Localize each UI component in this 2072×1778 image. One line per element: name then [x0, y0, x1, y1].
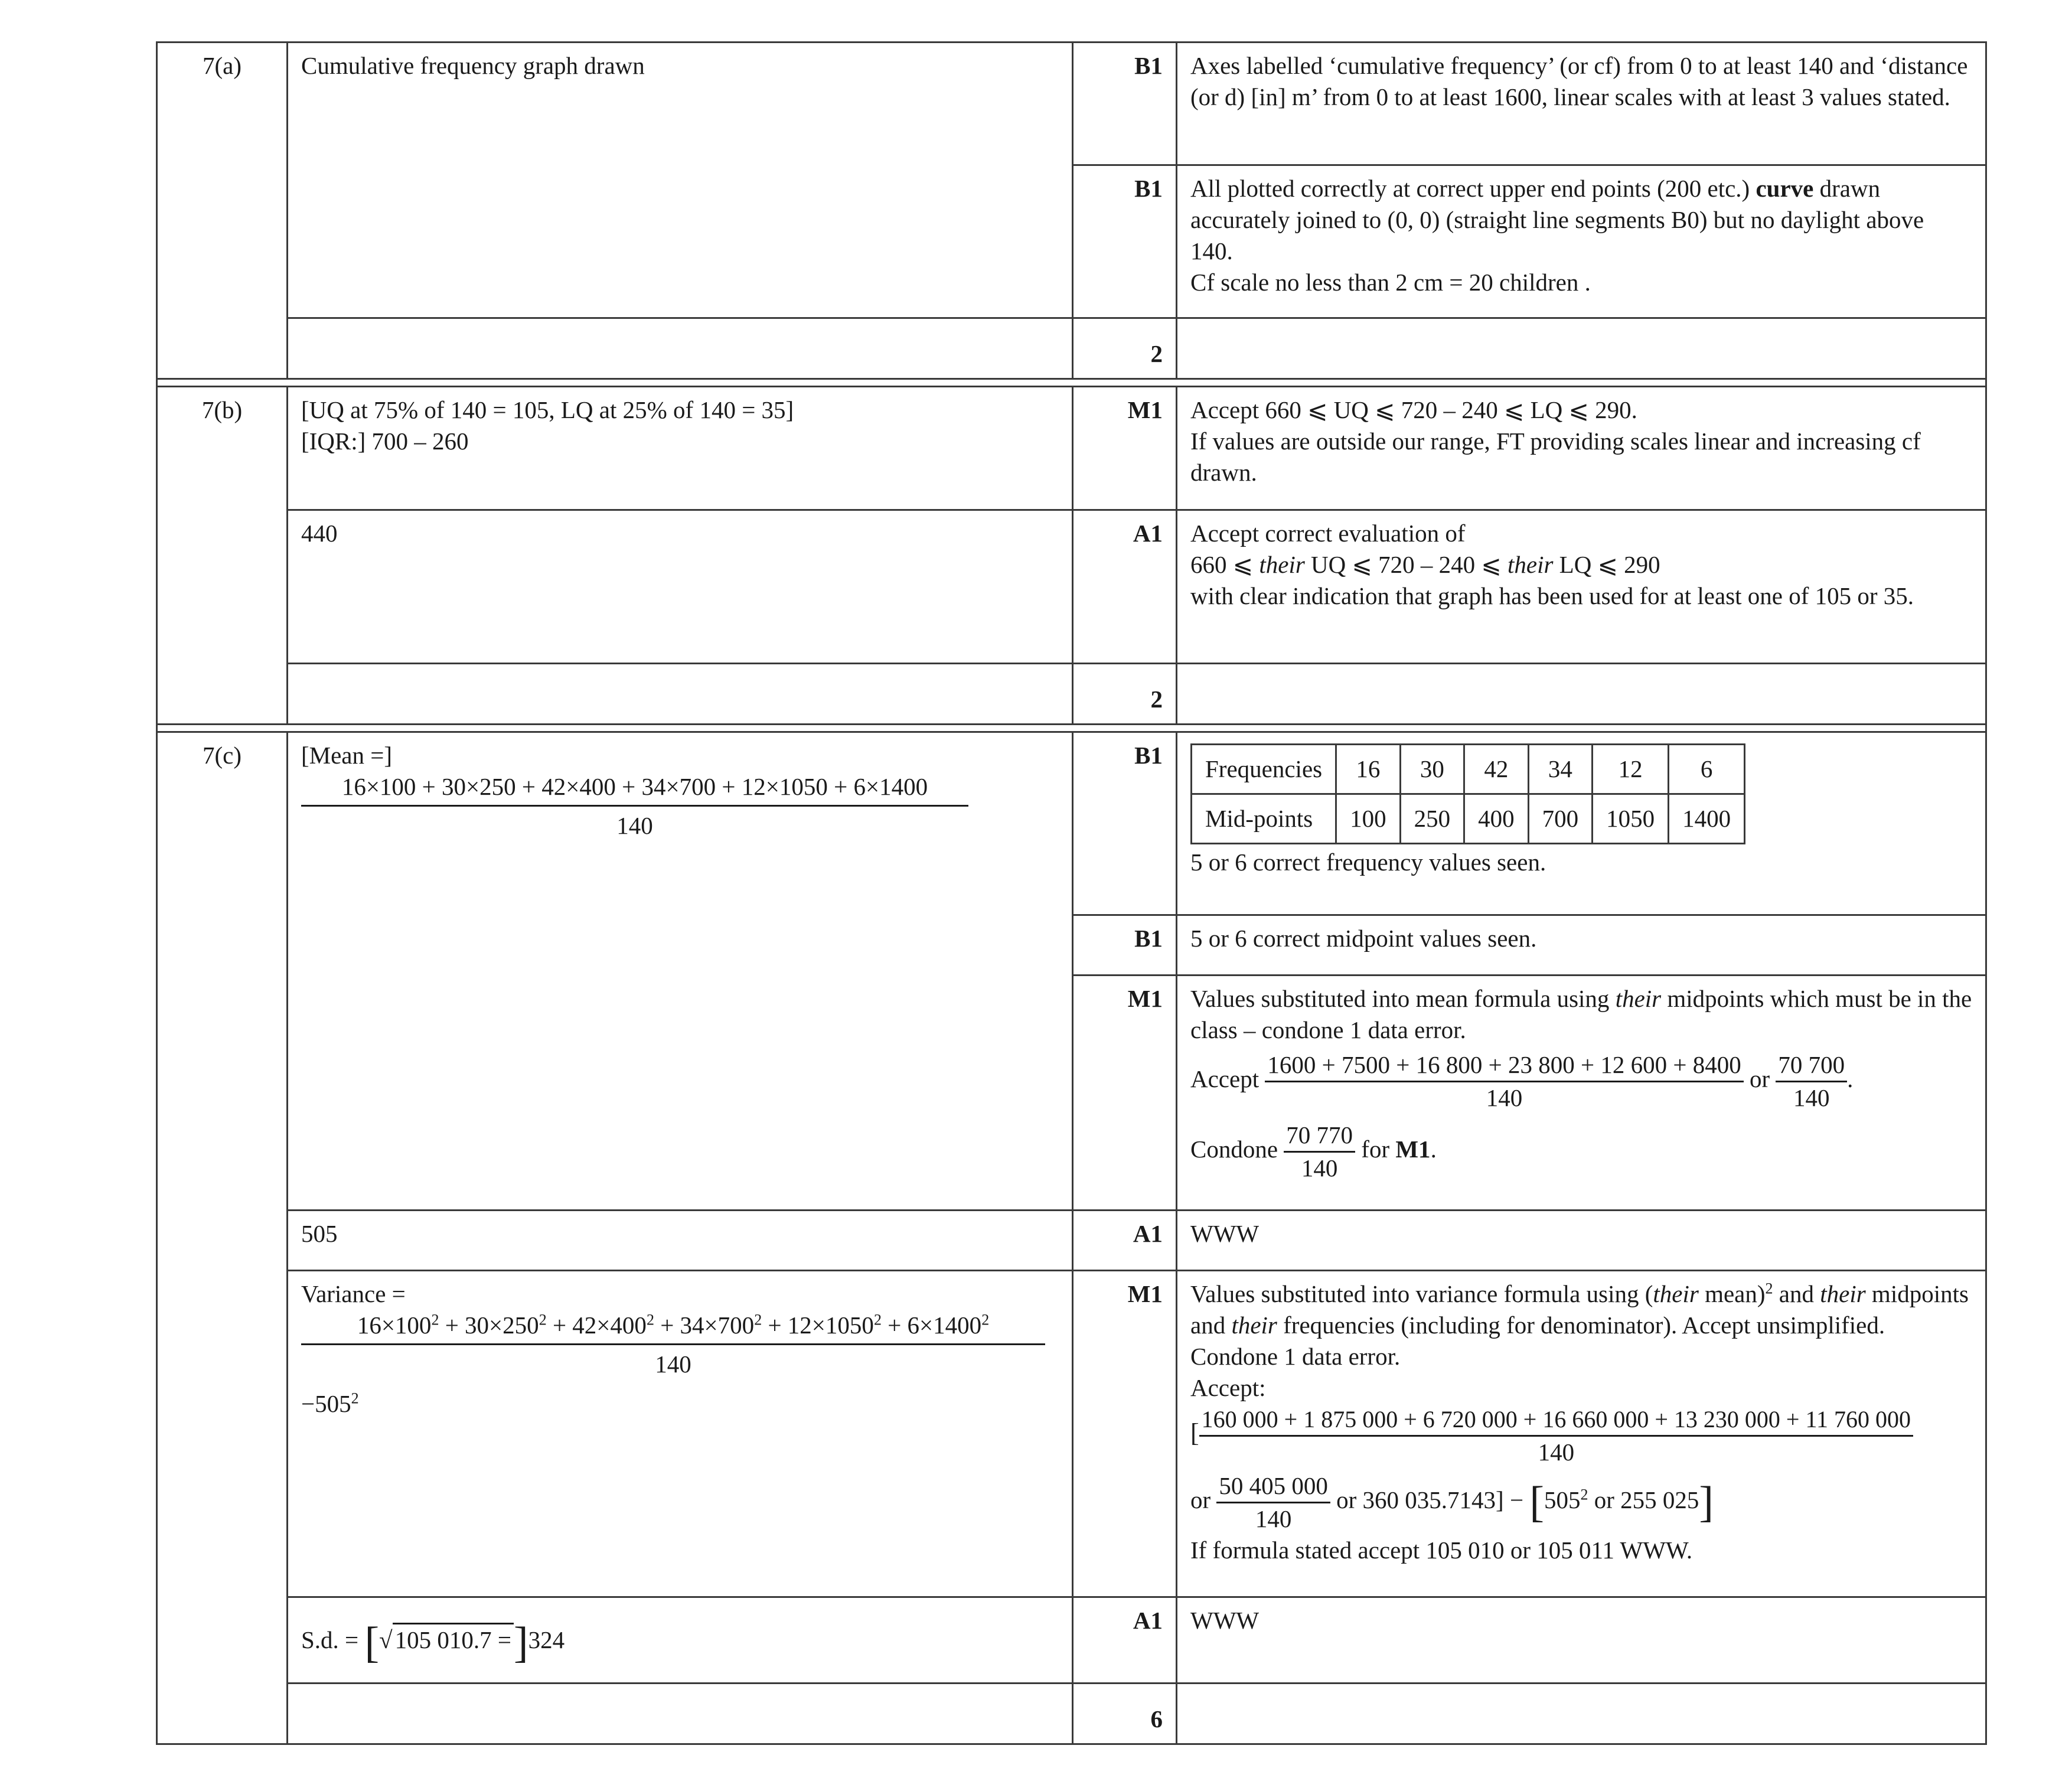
guidance-cell: [1177, 976, 1986, 1211]
guidance-italic: their: [1231, 1312, 1277, 1339]
guidance-cell: [1177, 387, 1986, 510]
midpoint-row: [1192, 794, 1745, 844]
guidance-text: frequencies (including for denominator). Accept unsimplified. Condone 1 data error.: [1190, 1312, 1885, 1370]
answer-cell: [288, 732, 1073, 1211]
table-cell: 100: [1336, 794, 1401, 844]
total-mark: 6: [1073, 1684, 1177, 1744]
answer-text: [UQ at 75% of 140 = 105, LQ at 25% of 140 = 35]: [301, 396, 794, 423]
open-bracket: [: [1529, 1478, 1544, 1526]
accept-line: [1190, 1049, 1972, 1114]
term: + 12×1050: [768, 1312, 874, 1339]
table-cell: 42: [1464, 745, 1529, 794]
frequency-table: [1190, 743, 1745, 844]
guidance-text: Accept correct evaluation of: [1190, 520, 1466, 547]
guidance-cell: Axes labelled ‘cumulative frequency’ (or cf) from 0 to at least 140 and ‘distance (or d) [in] m’ from 0 to at least 1600, linear scales with at least 3 values stated.: [1177, 43, 1986, 165]
table-cell: 34: [1528, 745, 1593, 794]
sqrt-radicand: 105 010.7 =: [393, 1623, 514, 1656]
answer-cell: [288, 664, 1073, 725]
guidance-text: Accept:: [1190, 1374, 1266, 1401]
guidance-cell: [1177, 1684, 1986, 1744]
close-bracket: ]: [1699, 1478, 1714, 1526]
term: + 30×250: [445, 1312, 539, 1339]
table-cell: 250: [1400, 794, 1464, 844]
answer-text: [IQR:] 700 – 260: [301, 428, 469, 455]
row-header: Frequencies: [1192, 745, 1336, 794]
answer-cell: 505: [288, 1211, 1073, 1271]
guidance-text: If formula stated accept 105 010 or 105 011 WWW.: [1190, 1536, 1693, 1564]
table-cell: 16: [1336, 745, 1401, 794]
open-bracket: [: [364, 1618, 380, 1667]
guidance-text: Accept 660 ⩽ UQ ⩽ 720 – 240 ⩽ LQ ⩽ 290.: [1190, 396, 1637, 423]
mean-fraction: [301, 771, 968, 841]
exponent: 2: [351, 1389, 359, 1407]
table-cell: 700: [1528, 794, 1593, 844]
q7b-row-2: [157, 510, 1986, 664]
sd-value: 324: [528, 1626, 565, 1654]
accept-variance-line: [1190, 1404, 1972, 1468]
fraction-denominator: 140: [655, 1350, 691, 1378]
guidance-text: If values are outside our range, FT providing scales linear and increasing cf drawn.: [1190, 428, 1921, 486]
term: 16×100: [357, 1312, 432, 1339]
mark-cell: B1: [1073, 915, 1177, 976]
exponent: 2: [539, 1311, 547, 1329]
fraction-denominator: 140: [1255, 1505, 1292, 1532]
answer-cell: Cumulative frequency graph drawn: [288, 43, 1073, 318]
term: + 42×400: [552, 1312, 647, 1339]
answer-cell: [288, 387, 1073, 510]
table-cell: 400: [1464, 794, 1529, 844]
table-cell: 1400: [1669, 794, 1745, 844]
answer-cell: [288, 1597, 1073, 1684]
sd-label: S.d. =: [301, 1626, 359, 1654]
guidance-cell: [1177, 732, 1986, 915]
answer-cell: [288, 1684, 1073, 1744]
guidance-text: midpoints which must be in the class – condone 1 data error.: [1190, 985, 1972, 1043]
accept-variance-line-2: [1190, 1470, 1972, 1535]
guidance-text: for: [1361, 1135, 1390, 1163]
term: −505: [301, 1390, 351, 1417]
guidance-text: and: [1779, 1280, 1814, 1307]
question-number: 7(c): [157, 732, 288, 1744]
exponent: 2: [1580, 1486, 1588, 1503]
fraction-numerator: 16×100 + 30×250 + 42×400 + 34×700 + 12×1050 + 6×1400: [301, 771, 968, 807]
guidance-cell: [1177, 510, 1986, 664]
fraction-denominator: 140: [1486, 1084, 1523, 1111]
guidance-cell: WWW: [1177, 1211, 1986, 1271]
guidance-text: 660 ⩽: [1190, 551, 1254, 578]
guidance-cell: [1177, 1271, 1986, 1597]
fraction-numerator: [301, 1310, 1045, 1345]
table-cell: 6: [1669, 745, 1745, 794]
guidance-text: Condone: [1190, 1135, 1278, 1163]
guidance-text: .: [1847, 1065, 1854, 1092]
fraction-denominator: 140: [1538, 1438, 1575, 1466]
mark-cell: A1: [1073, 510, 1177, 664]
total-mark: 2: [1073, 664, 1177, 725]
guidance-text: drawn accurately joined to (0, 0) (straight line segments B0) but no daylight above 140.: [1190, 175, 1924, 265]
variance-fraction-2: [1216, 1470, 1330, 1535]
exponent: 2: [873, 1311, 882, 1329]
q7c-row-1: [157, 732, 1986, 915]
guidance-text: mean): [1705, 1280, 1766, 1307]
guidance-cell: [1177, 318, 1986, 379]
condone-fraction: [1284, 1120, 1355, 1184]
q7a-total-row: [157, 318, 1986, 379]
q7c-row-5: [157, 1271, 1986, 1597]
table-cell: 1050: [1593, 794, 1669, 844]
q7c-row-6: [157, 1597, 1986, 1684]
guidance-italic: their: [1615, 985, 1662, 1012]
answer-cell: [288, 1271, 1073, 1597]
guidance-bold: curve: [1756, 175, 1814, 202]
guidance-italic: their: [1653, 1280, 1699, 1307]
mark-cell: A1: [1073, 1211, 1177, 1271]
fraction-numerator: 1600 + 7500 + 16 800 + 23 800 + 12 600 + 8400: [1265, 1049, 1743, 1082]
question-number: 7(a): [157, 43, 288, 379]
frequency-row: [1192, 745, 1745, 794]
guidance-cell: [1177, 664, 1986, 725]
exponent: 2: [981, 1311, 990, 1329]
fraction-denominator: 140: [1793, 1084, 1830, 1111]
accept-fraction: [1265, 1049, 1743, 1114]
answer-cell: [288, 318, 1073, 379]
gap-cell: [157, 725, 1986, 732]
fraction-numerator: 70 770: [1284, 1120, 1355, 1153]
guidance-text: .: [1430, 1135, 1437, 1163]
guidance-text: Accept: [1190, 1065, 1259, 1092]
q7b-total-row: [157, 664, 1986, 725]
variance-minus: [301, 1388, 1059, 1420]
term: + 34×700: [660, 1312, 755, 1339]
row-header: Mid-points: [1192, 794, 1336, 844]
exponent: 2: [754, 1311, 762, 1329]
open-bracket: [: [1190, 1418, 1199, 1447]
guidance-text: Values substituted into mean formula using: [1190, 985, 1610, 1012]
mark-cell: M1: [1073, 1271, 1177, 1597]
fraction-numerator: 50 405 000: [1216, 1470, 1330, 1503]
fraction-denominator: 140: [1301, 1154, 1338, 1182]
guidance-text: Cf scale no less than 2 cm = 20 children .: [1190, 269, 1591, 296]
guidance-text: midpoints and: [1190, 1280, 1969, 1339]
mark-cell: A1: [1073, 1597, 1177, 1684]
section-gap: [157, 725, 1986, 732]
variance-fraction: [301, 1310, 1045, 1380]
guidance-cell: 5 or 6 correct midpoint values seen.: [1177, 915, 1986, 976]
total-mark: 2: [1073, 318, 1177, 379]
mark-scheme-table: [156, 41, 1987, 1745]
sqrt-sign: √: [379, 1626, 393, 1654]
mean-label: [Mean =]: [301, 742, 393, 769]
guidance-text: with clear indication that graph has been used for at least one of 105 or 35.: [1190, 582, 1914, 609]
table-cell: 30: [1400, 745, 1464, 794]
guidance-bold: M1: [1395, 1135, 1431, 1163]
mark-cell: B1: [1073, 732, 1177, 915]
guidance-text: LQ ⩽ 290: [1559, 551, 1660, 578]
exponent: 2: [1765, 1280, 1773, 1297]
guidance-text: or: [1749, 1065, 1770, 1092]
guidance-text: or 360 035.7143] −: [1336, 1486, 1524, 1513]
mark-cell: B1: [1073, 43, 1177, 165]
guidance-italic: their: [1507, 551, 1554, 578]
guidance-italic: their: [1820, 1280, 1866, 1307]
exponent: 2: [431, 1311, 439, 1329]
guidance-text: 505: [1544, 1486, 1581, 1513]
fraction-numerator: 160 000 + 1 875 000 + 6 720 000 + 16 660 000 + 13 230 000 + 11 760 000: [1199, 1404, 1913, 1437]
fraction-denominator: 140: [616, 812, 653, 839]
answer-cell: 440: [288, 510, 1073, 664]
guidance-text: or 255 025: [1594, 1486, 1699, 1513]
guidance-text: Values substituted into variance formula using (: [1190, 1280, 1653, 1307]
close-bracket: ]: [513, 1618, 528, 1667]
guidance-text: UQ ⩽ 720 – 240 ⩽: [1311, 551, 1502, 578]
mark-cell: B1: [1073, 165, 1177, 318]
guidance-cell: [1177, 165, 1986, 318]
guidance-text: or: [1190, 1486, 1211, 1513]
accept-variance-fraction: [1199, 1404, 1913, 1468]
q7a-row-1: [157, 43, 1986, 165]
term: + 6×1400: [887, 1312, 982, 1339]
condone-line: [1190, 1120, 1972, 1184]
mark-cell: M1: [1073, 387, 1177, 510]
question-number: 7(b): [157, 387, 288, 725]
guidance-text: 5 or 6 correct frequency values seen.: [1190, 849, 1546, 876]
gap-cell: [157, 379, 1986, 387]
guidance-text: All plotted correctly at correct upper end points (200 etc.): [1190, 175, 1750, 202]
accept-fraction-2: [1776, 1049, 1847, 1114]
q7b-row-1: [157, 387, 1986, 510]
q7c-row-4: [157, 1211, 1986, 1271]
section-gap: [157, 379, 1986, 387]
guidance-cell: WWW: [1177, 1597, 1986, 1684]
mark-cell: M1: [1073, 976, 1177, 1211]
fraction-numerator: 70 700: [1776, 1049, 1847, 1082]
q7c-total-row: [157, 1684, 1986, 1744]
exponent: 2: [646, 1311, 654, 1329]
table-cell: 12: [1593, 745, 1669, 794]
variance-label: Variance =: [301, 1280, 406, 1307]
guidance-italic: their: [1259, 551, 1305, 578]
